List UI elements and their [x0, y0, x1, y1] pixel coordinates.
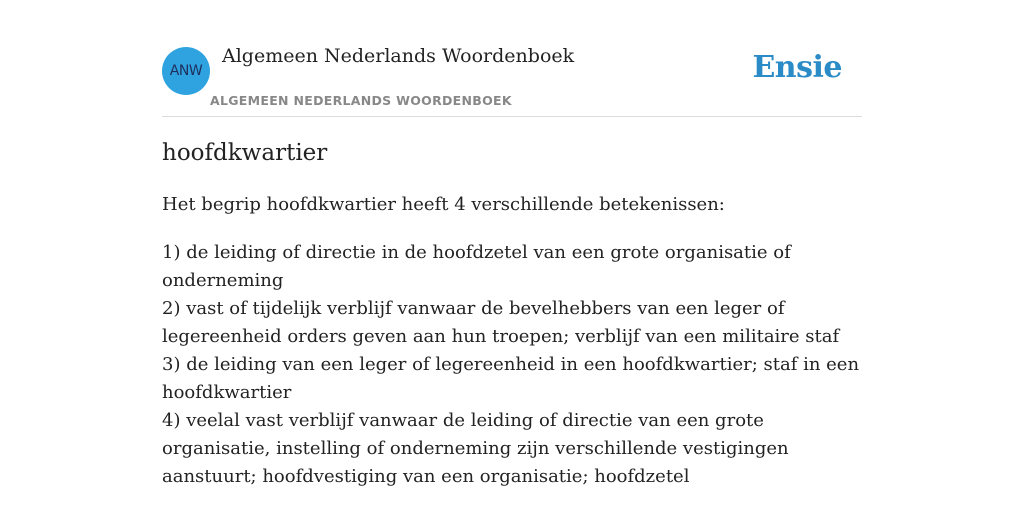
dictionary-subtitle: ALGEMEEN NEDERLANDS WOORDENBOEK — [210, 93, 512, 108]
dictionary-title[interactable]: Algemeen Nederlands Woordenboek — [222, 45, 575, 67]
meaning-item: 3) de leiding van een leger of legereenheid in een hoofdkwartier; staf in een hoofdkwartier — [162, 354, 860, 403]
entry-term: hoofdkwartier — [162, 140, 328, 166]
entry-intro: Het begrip hoofdkwartier heeft 4 verschillende betekenissen: — [162, 194, 725, 215]
dictionary-header — [162, 0, 862, 117]
meaning-item: 1) de leiding of directie in de hoofdzetel van een grote organisatie of onderneming — [162, 242, 791, 291]
meanings-list — [162, 239, 862, 491]
dictionary-logo[interactable] — [162, 47, 210, 95]
logo-text: ANW — [169, 63, 203, 79]
brand-logo[interactable]: Ensie — [752, 50, 842, 85]
page-content — [162, 0, 862, 487]
meaning-item: 4) veelal vast verblijf vanwaar de leiding of directie van een grote organisatie, instelling of onderneming zijn verschillende vestigingen aanstuurt; hoofdvestiging van een organisatie; hoofdzetel — [162, 410, 789, 487]
meaning-item: 2) vast of tijdelijk verblijf vanwaar de bevelhebbers van een leger of legereenheid orders geven aan hun troepen; verblijf van een militaire staf — [162, 298, 840, 347]
